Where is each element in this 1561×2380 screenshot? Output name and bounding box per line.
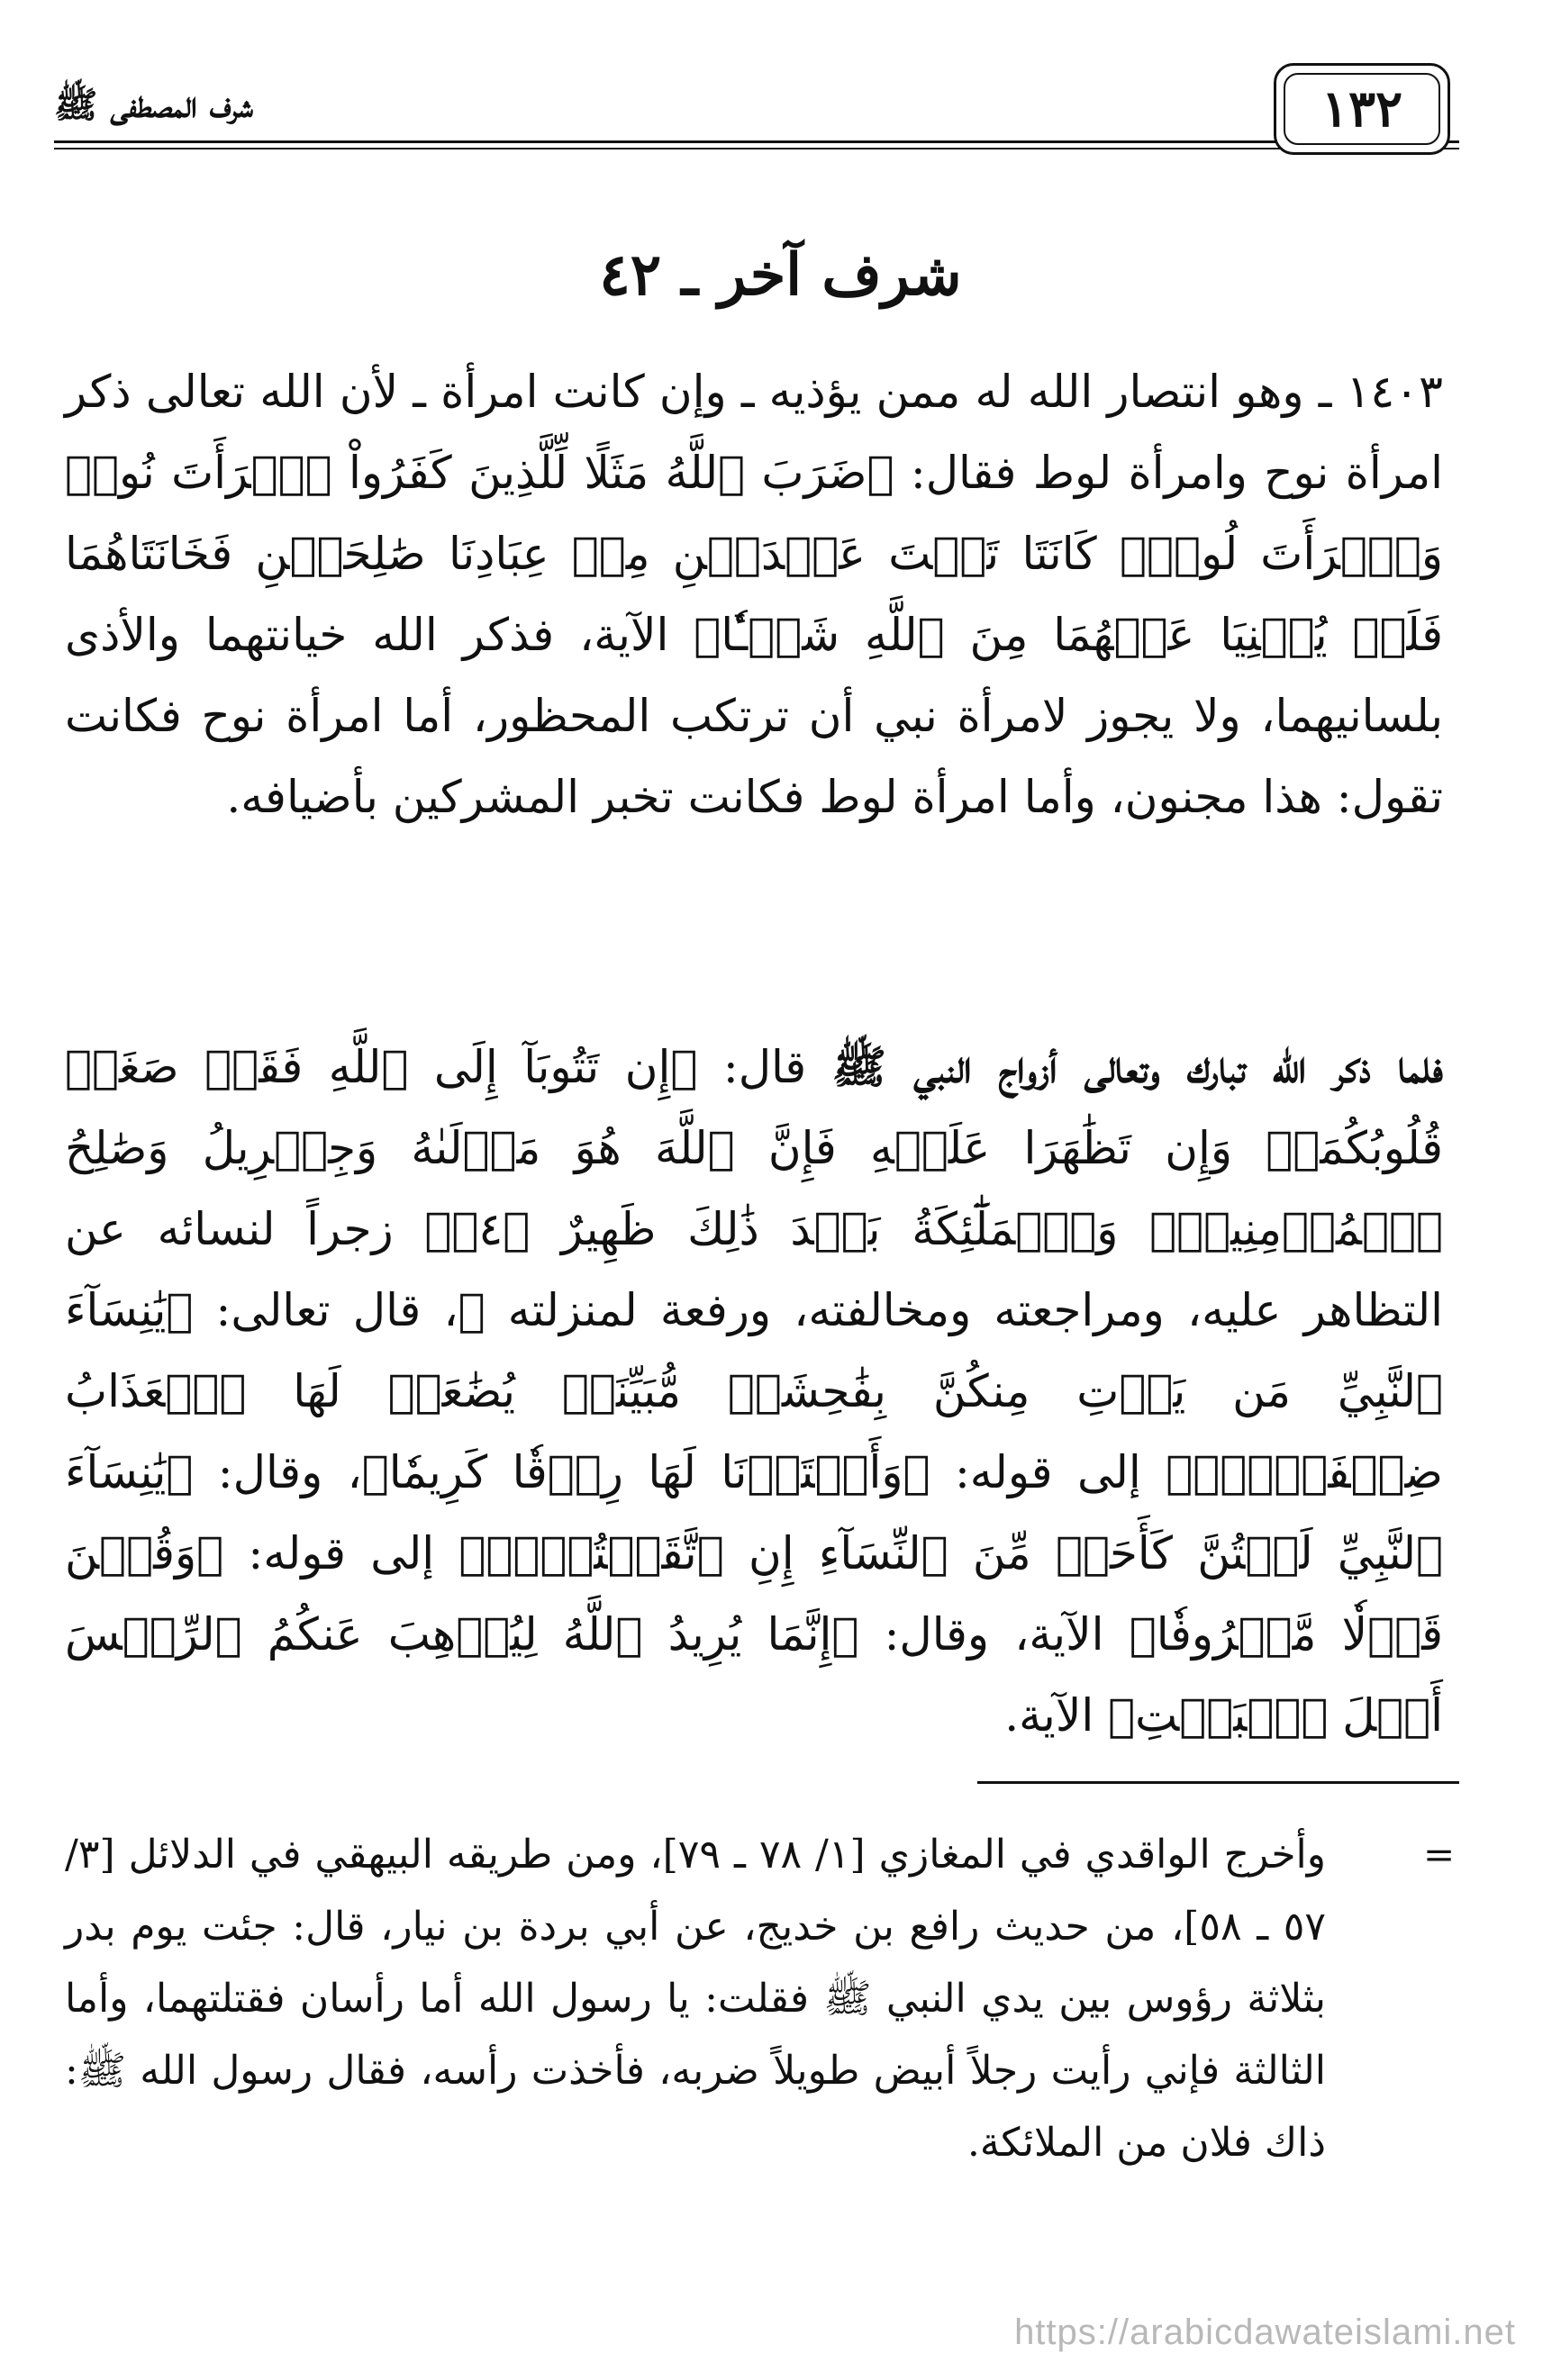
- footnote-separator: [977, 1781, 1459, 1784]
- header-rule-secondary: [54, 148, 1459, 149]
- page-header: [54, 63, 1459, 162]
- header-rule: [54, 140, 1459, 143]
- watermark-url: https://arabicdawateislami.net: [1014, 2312, 1516, 2352]
- footnote-text: وأخرج الواقدي في المغازي [١/ ٧٨ ـ ٧٩]، ومن طريقه البيهقي في الدلائل [٣/ ٥٧ ـ ٥٨]، من حديث رافع بن خديج، عن أبي بردة بن نيار، قال: جئت يوم بدر بثلاثة رؤوس بين يدي النبي ﷺ فقلت: يا رسول الله أما رأسان فقتلتهما، وأما الثالثة فإني رأيت رجلاً أبيض طويلاً ضربه، فأخذت رأسه، فقال رسول الله ﷺ: ذاك فلان من الملائكة.: [65, 1832, 1326, 2166]
- footnote: [65, 1819, 1326, 2179]
- paragraph-1: [65, 351, 1443, 837]
- paragraph-2-text: قال: ﴿إِن تَتُوبَآ إِلَى ٱللَّهِ فَقَدۡ صَغَتۡ قُلُوبُكُمَاۖ وَإِن تَظَٰهَرَا عَلَيۡهِ فَإِنَّ ٱللَّهَ هُوَ مَوۡلَىٰهُ وَجِبۡرِيلُ وَصَٰلِحُ ٱلۡمُؤۡمِنِينَۖ وَٱلۡمَلَٰٓئِكَةُ بَعۡدَ ذَٰلِكَ ظَهِيرٌ ﴿٤﴾﴾ زجراً لنسائه عن التظاهر عليه، ومراجعته ومخالفته، ورفعة لمنزلته ﷺ، قال تعالى: ﴿يَٰنِسَآءَ ٱلنَّبِيِّ مَن يَأۡتِ مِنكُنَّ بِفَٰحِشَةٖ مُّبَيِّنَةٖ يُضَٰعَفۡ لَهَا ٱلۡعَذَابُ ضِعۡفَيۡنِۚ﴾ إلى قوله: ﴿وَأَعۡتَدۡنَا لَهَا رِزۡقٗا كَرِيمٗا﴾، وقال: ﴿يَٰنِسَآءَ ٱلنَّبِيِّ لَسۡتُنَّ كَأَحَدٖ مِّنَ ٱلنِّسَآءِ إِنِ ٱتَّقَيۡتُنَّۚ﴾ إلى قوله: ﴿وَقُلۡنَ قَوۡلٗا مَّعۡرُوفٗا﴾ الآية، وقال: ﴿إِنَّمَا يُرِيدُ ٱللَّهُ لِيُذۡهِبَ عَنكُمُ ٱلرِّجۡسَ أَهۡلَ ٱلۡبَيۡتِ﴾ الآية.: [65, 1041, 1443, 1742]
- running-title: شرف المصطفى ﷺ: [54, 84, 253, 126]
- paragraph-2-lead: فلما ذكر الله تبارك وتعالى أزواج النبي ﷺ: [831, 1040, 1443, 1093]
- paragraph-2: [65, 1027, 1443, 1756]
- paragraph-1-text: ١٤٠٣ ـ وهو انتصار الله له ممن يؤذيه ـ وإن كانت امرأة ـ لأن الله تعالى ذكر امرأة نوح وامرأة لوط فقال: ﴿ضَرَبَ ٱللَّهُ مَثَلًا لِّلَّذِينَ كَفَرُواْ ٱمۡرَأَتَ نُوحٖ وَٱمۡرَأَتَ لُوطٖۖ كَانَتَا تَحۡتَ عَبۡدَيۡنِ مِنۡ عِبَادِنَا صَٰلِحَيۡنِ فَخَانَتَاهُمَا فَلَمۡ يُغۡنِيَا عَنۡهُمَا مِنَ ٱللَّهِ شَيۡـٔٗا﴾ الآية، فذكر الله خيانتهما والأذى بلسانيهما، ولا يجوز لامرأة نبي أن ترتكب المحظور، أما امرأة نوح فكانت تقول: هذا مجنون، وأما امرأة لوط فكانت تخبر المشركين بأضيافه.: [65, 366, 1443, 823]
- footnote-continuation-mark: =: [1423, 1833, 1456, 1877]
- section-title: شرف آخر ـ ٤٢: [599, 241, 962, 309]
- page-number-frame: [1274, 63, 1450, 155]
- page-number: ١٣٢: [1320, 79, 1403, 139]
